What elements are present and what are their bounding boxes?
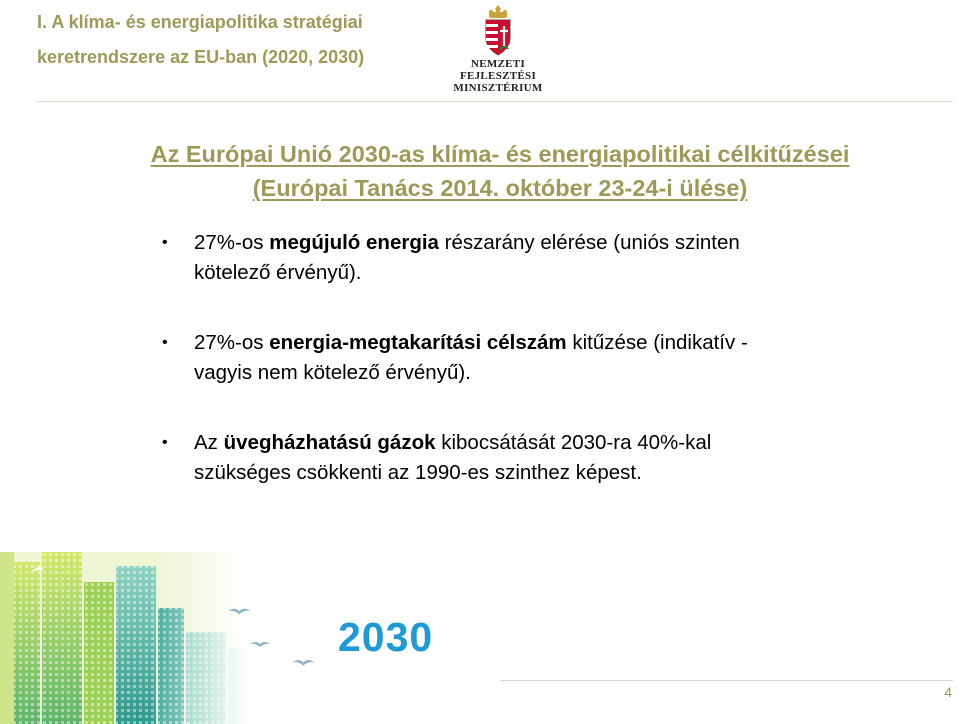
bullet-list	[162, 228, 882, 528]
bullet-text-line2: szükséges csökkenti az 1990-es szinthez képest.	[194, 461, 642, 484]
ministry-name-line1: NEMZETI FEJLESZTÉSI	[459, 58, 537, 82]
bullet-icon: •	[162, 234, 168, 251]
list-item	[162, 328, 882, 388]
section-title	[37, 5, 364, 75]
bullet-text-post: kibocsátását 2030-ra 40%-kal	[435, 431, 712, 454]
bullet-text-line2: vagyis nem kötelező érvényű).	[194, 361, 471, 384]
bullet-text-post: részarány elérése (uniós szinten	[438, 231, 740, 254]
ministry-name	[438, 58, 558, 94]
slide-title-line1: Az Európai Unió 2030-as klíma- és energiapolitikai célkitűzései	[150, 141, 850, 167]
bullet-text-pre: Az	[194, 431, 224, 454]
slide-title-line2: (Európai Tanács 2014. október 23-24-i ülése)	[252, 175, 748, 201]
slide-title	[60, 137, 940, 205]
list-item	[162, 228, 882, 288]
bullet-text-bold: üvegházhatású gázok	[223, 431, 436, 454]
header-divider	[37, 101, 953, 102]
year-label: 2030	[338, 614, 434, 660]
section-title-line2: keretrendszere az EU-ban (2020, 2030)	[37, 47, 365, 67]
coat-of-arms-icon	[481, 4, 515, 58]
bullet-text-bold: megújuló energia	[269, 231, 439, 254]
bullet-text-line2: kötelező érvényű).	[194, 261, 362, 284]
bullet-text-bold: energia-megtakarítási célszám	[269, 331, 567, 354]
page-number: 4	[944, 684, 952, 700]
ministry-name-line2: MINISZTÉRIUM	[453, 82, 543, 94]
footer-divider	[500, 680, 953, 681]
bullet-text-post: kitűzése (indikatív -	[566, 331, 748, 354]
list-item	[162, 428, 882, 488]
bullet-text-pre: 27%-os	[194, 231, 270, 254]
section-title-line1: I. A klíma- és energiapolitika stratégiai	[37, 12, 363, 32]
bullet-icon: •	[162, 434, 168, 451]
bullet-icon: •	[162, 334, 168, 351]
bullet-text-pre: 27%-os	[194, 331, 270, 354]
ministry-logo	[438, 4, 558, 96]
